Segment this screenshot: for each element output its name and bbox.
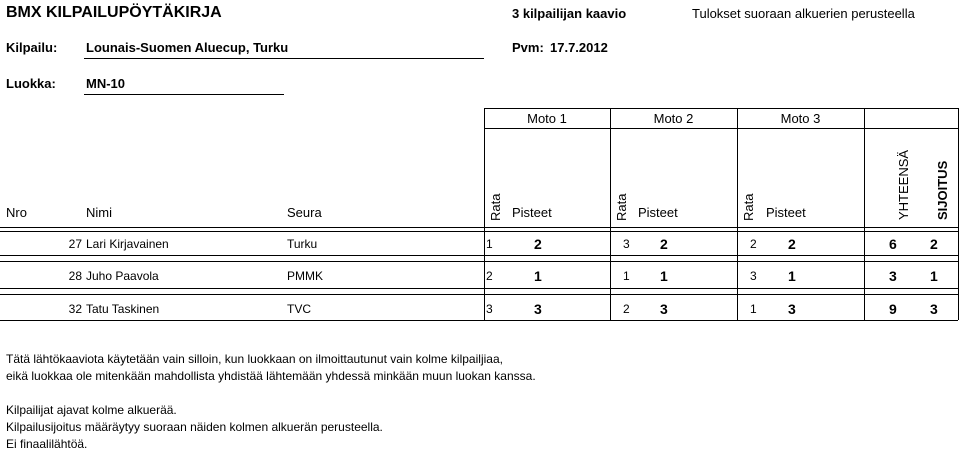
row-total: 9: [889, 301, 897, 317]
class-underline: [84, 94, 284, 95]
row-rata-3: 1: [750, 302, 757, 316]
row-rata-3: 2: [750, 237, 757, 251]
moto3-header: Moto 3: [780, 111, 821, 126]
row-total: 3: [889, 268, 897, 284]
note-line-5: Ei finaalilähtöä.: [6, 437, 88, 451]
col-sijoitus: SIJOITUS: [935, 160, 950, 220]
row-seura: PMMK: [287, 269, 323, 283]
row-nimi: Juho Paavola: [86, 269, 159, 283]
row-seura: TVC: [287, 302, 311, 316]
note-line-4: Kilpailusijoitus määräytyy suoraan näiden kolmen alkuerän perusteella.: [6, 420, 383, 434]
class-label: Luokka:: [6, 76, 56, 91]
row-pisteet-3: 2: [788, 236, 796, 252]
col-pisteet-2: Pisteet: [638, 205, 678, 220]
note-line-2: eikä luokkaa ole mitenkään mahdollista yhdistää lähtemään yhdessä minkään muun luokan kanssa.: [6, 369, 536, 383]
row-nro: 28: [68, 269, 82, 283]
date-value: 17.7.2012: [550, 40, 608, 55]
col-pisteet-3: Pisteet: [766, 205, 806, 220]
row-nro: 27: [68, 237, 82, 251]
row-seura: Turku: [287, 237, 318, 251]
competition-value: Lounais-Suomen Aluecup, Turku: [86, 40, 289, 55]
col-seura: Seura: [287, 205, 322, 220]
class-value: MN-10: [86, 76, 126, 91]
row-rata-2: 1: [623, 269, 630, 283]
page-title: BMX KILPAILUPÖYTÄKIRJA: [6, 4, 222, 21]
row-pisteet-2: 2: [660, 236, 668, 252]
col-nro: Nro: [6, 205, 27, 220]
row-place: 1: [930, 268, 938, 284]
col-rata-2: Rata: [614, 193, 629, 221]
col-yhteensa: YHTEENSÄ: [896, 149, 911, 220]
row-rata-2: 2: [623, 302, 630, 316]
row-pisteet-2: 3: [660, 301, 668, 317]
moto1-header: Moto 1: [527, 111, 567, 126]
row-rata-1: 3: [486, 302, 493, 316]
row-pisteet-2: 1: [660, 268, 668, 284]
row-rata-1: 1: [486, 237, 493, 251]
row-place: 2: [930, 236, 938, 252]
row-place: 3: [930, 301, 938, 317]
note-line-1: Tätä lähtökaaviota käytetään vain silloin, kun luokkaan on ilmoittautunut vain kolme kilpailjiaa,: [6, 352, 503, 366]
moto2-header: Moto 2: [653, 111, 694, 126]
col-rata-3: Rata: [741, 193, 756, 221]
competition-underline: [84, 58, 484, 59]
competition-label: Kilpailu:: [6, 40, 58, 55]
row-nimi: Tatu Taskinen: [86, 302, 160, 316]
col-rata-1: Rata: [488, 193, 503, 221]
col-nimi: Nimi: [86, 205, 112, 220]
row-pisteet-3: 3: [788, 301, 796, 317]
row-total: 6: [889, 236, 897, 252]
result-note: Tulokset suoraan alkuerien perusteella: [692, 6, 915, 21]
date-label: Pvm:: [512, 40, 544, 55]
row-rata-3: 3: [750, 269, 757, 283]
row-nimi: Lari Kirjavainen: [86, 237, 169, 251]
row-pisteet-1: 3: [534, 301, 542, 317]
note-line-3: Kilpailijat ajavat kolme alkuerää.: [6, 403, 177, 417]
row-rata-2: 3: [623, 237, 630, 251]
row-nro: 32: [68, 302, 82, 316]
row-pisteet-3: 1: [788, 268, 796, 284]
row-pisteet-1: 2: [534, 236, 542, 252]
row-rata-1: 2: [486, 269, 493, 283]
row-pisteet-1: 1: [534, 268, 542, 284]
col-pisteet-1: Pisteet: [512, 205, 552, 220]
format-label: 3 kilpailijan kaavio: [512, 6, 627, 21]
